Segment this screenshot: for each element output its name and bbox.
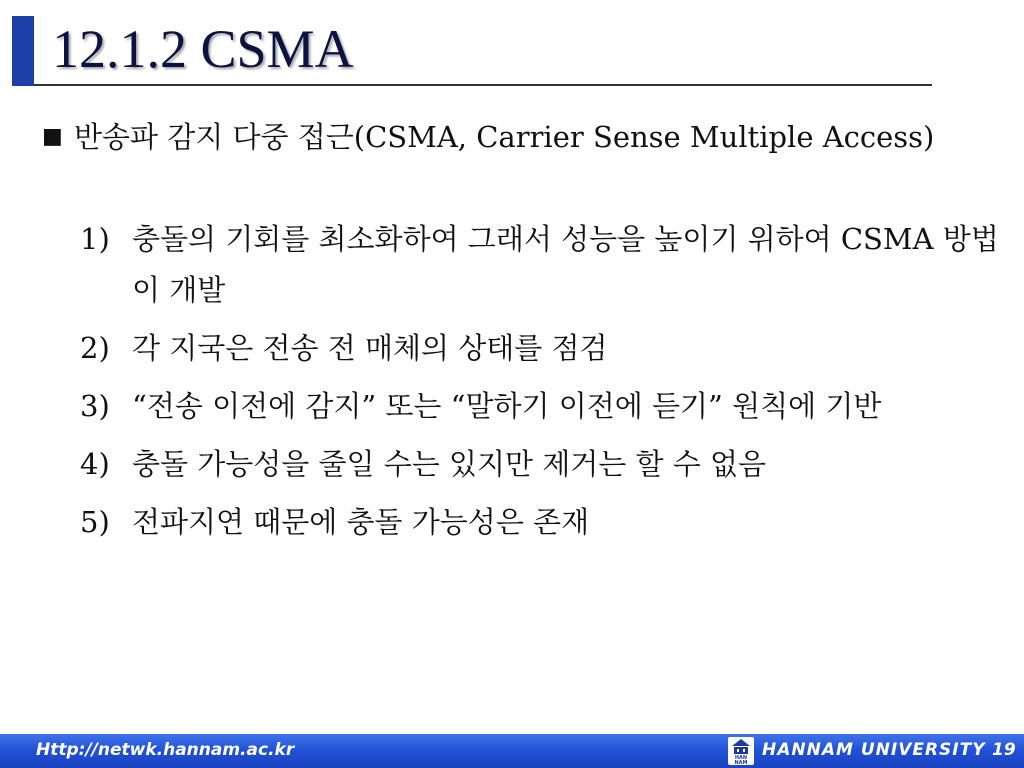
main-bullet [42, 112, 952, 162]
list-item-number: 3) [80, 389, 110, 423]
list-item [80, 439, 1000, 490]
list-item [80, 497, 1000, 548]
list-item-text: 각 지국은 전송 전 매체의 상태를 점검 [132, 331, 608, 365]
list-item-text: 충돌의 기회를 최소화하여 그래서 성능을 높이기 위하여 CSMA 방법이 개발 [132, 222, 999, 307]
list-item-number: 4) [80, 447, 110, 481]
slide-title: 12.1.2 CSMA [52, 19, 354, 79]
svg-text:HAN: HAN [734, 755, 748, 761]
svg-text:NAM: NAM [734, 760, 748, 765]
list-item-number: 1) [80, 222, 110, 256]
footer-university-name: HANNAM UNIVERSITY [762, 740, 986, 760]
title-accent-bar [12, 16, 34, 86]
numbered-list [80, 214, 1000, 555]
list-item [80, 323, 1000, 374]
title-divider [34, 84, 932, 86]
list-item [80, 381, 1000, 432]
footer-url-link[interactable]: Http://netwk.hannam.ac.kr [36, 740, 295, 760]
list-item-number: 2) [80, 331, 110, 365]
list-item [80, 214, 1000, 316]
hannam-logo-icon [728, 737, 754, 765]
list-item-text: 전파지연 때문에 충돌 가능성은 존재 [132, 505, 590, 539]
list-item-text: 충돌 가능성을 줄일 수는 있지만 제거는 할 수 없음 [132, 447, 767, 481]
main-bullet-text: 반송파 감지 다중 접근(CSMA, Carrier Sense Multiple Access) [74, 120, 935, 154]
square-bullet-icon: ■ [42, 124, 63, 149]
page-number: 19 [992, 740, 1016, 760]
list-item-number: 5) [80, 505, 110, 539]
list-item-text: “전송 이전에 감지” 또는 “말하기 이전에 듣기” 원칙에 기반 [132, 389, 882, 423]
footer-bar [0, 734, 1024, 768]
